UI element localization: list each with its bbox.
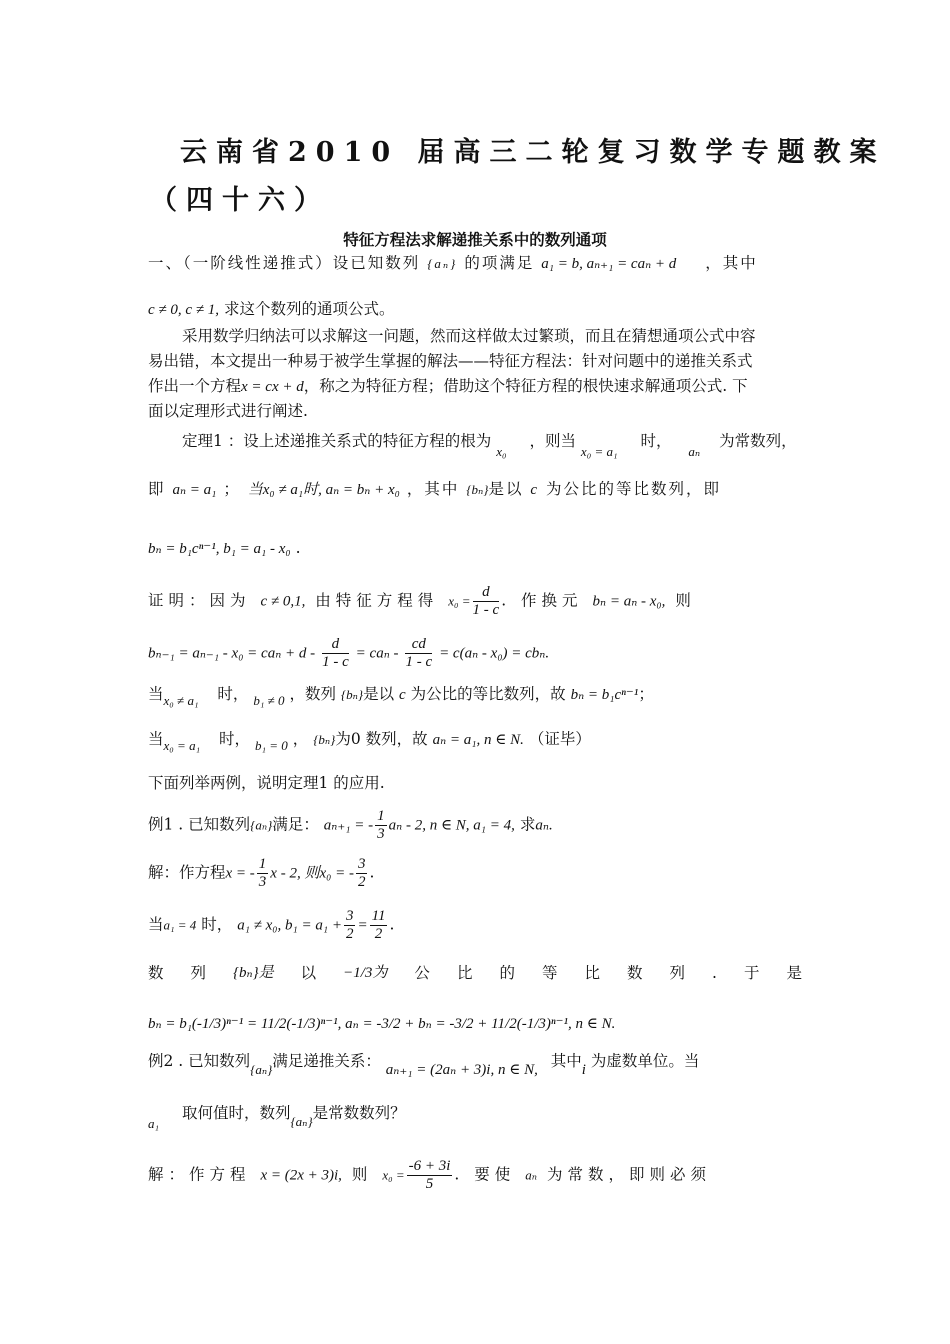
math-a1: a₁ [148,1116,160,1131]
text: 求这个数列的通项公式。 [223,300,395,318]
math-result: aₙ = a₁, n ∈ N. [432,732,524,748]
math-x0: x₀ = [382,1167,405,1183]
math-an: aₙ [688,444,701,459]
text: 于 [743,964,760,982]
text: 是以 [363,685,395,703]
fraction: $\frac{d}{1 - c}$ [472,584,500,618]
fraction: $\frac{1}{3}$ [377,808,385,842]
text: 列 [190,964,207,982]
text: 其中 [550,1052,582,1070]
text: ； [638,685,654,703]
example2-statement [148,1050,802,1078]
math-cond: x₀ = a₁ [163,738,201,753]
math-b1: b₁ = 0 [255,738,288,753]
theorem-line2 [148,478,802,501]
math-x0: x₀ = [448,593,471,609]
fraction: $\frac{1}{3}$ [258,856,267,890]
text: 当 [148,730,164,748]
math-c: c [530,482,540,498]
proof-line2 [148,636,802,671]
text: 定理1 ：设上述递推关系式的特征方程的根为 [182,432,492,450]
math-seq: {aₙ} [250,817,273,833]
text: 取何值时，数列 [181,1104,291,1122]
math-res3: bₙ = b₁cⁿ⁻¹, b₁ = a₁ - x₀ [148,541,291,557]
examples-intro: 下面列举两例，说明定理1 的应用. [148,774,385,792]
text: ，数列 [289,685,336,703]
example2-question [148,1102,802,1131]
proof-case2 [148,728,802,751]
text: （证毕） [528,730,591,748]
text: 求 [519,815,536,834]
math-result: bₙ = b₁cⁿ⁻¹ [570,687,639,703]
text: 时， [201,915,233,934]
math-c: c [399,687,406,703]
math-res2: 当x₀ ≠ a₁时, aₙ = bₙ + x₀ [247,482,400,498]
theorem-line3 [148,537,802,560]
page-title-line2: （四十六） [150,185,330,216]
text: 为0 数列，故 [335,730,428,748]
text: 是常数数列？ [312,1104,406,1122]
page-title-line1: 云南省2010 届高三二轮复习数学专题教案 [180,137,886,168]
text: 是以 [488,480,524,498]
text: {bₙ}是 [233,965,274,981]
math-eq: x = - [225,865,255,882]
text: 为虚数单位。当 [590,1052,700,1070]
text: 满足： [272,815,319,834]
text: 以 [300,964,317,982]
paragraph-line1: 采用数学归纳法可以求解这一问题，然而这样做太过繁琐，而且在猜想通项公式中容 [182,327,756,345]
math-recurrence: aₙ₊₁ = (2aₙ + 3)i, n ∈ N, [385,1062,538,1078]
math-b1: b₁ ≠ 0 [253,693,285,708]
math-condition: c ≠ 0, c ≠ 1, [148,302,220,318]
math-seq: {bₙ} [340,687,364,702]
text: 作出一个方程 [148,377,242,395]
math-cond: x₀ = a₁ [580,444,618,459]
example1-when [148,908,802,943]
text: 当 [148,915,164,934]
text: ，其中 [406,480,460,498]
math-char-eq: x = cx + d [241,379,304,395]
text: 由特征方程得 [315,591,439,610]
text: 解：作方程 [148,863,226,882]
text: 解：作方程 [148,1165,251,1184]
fraction: $\frac{3}{2}$ [357,856,366,890]
text: ； [223,480,241,498]
paragraph-line4: 面以定理形式进行阐述. [148,402,308,420]
section1-line1 [148,252,802,275]
math-cond: a₁ = 4 [163,917,197,933]
math-eq: x - 2, 则x₀ = - [270,865,354,882]
text: 等 [541,964,558,982]
text: ，称之为特征方程；借助这个特征方程的根快速求解通项公式. 下 [303,377,748,395]
math-res1: aₙ = a₁ [172,482,217,498]
text: 数 [148,964,164,982]
example1-statement [148,808,802,843]
example1-final [148,1012,802,1035]
text: 列 [669,964,686,982]
math-seq: {aₙ} [250,1062,273,1077]
theorem-line1 [148,430,802,459]
text: 为公比的等比数列，即 [546,480,722,498]
section1-line2 [148,298,802,321]
text: 时， [640,432,672,450]
text: 则 [675,591,696,610]
math-bn-seq: {bₙ} [466,482,489,497]
text: . 作换元 [501,591,583,610]
text: 比 [456,964,473,982]
math-eq: x = (2x + 3)i, [260,1167,342,1184]
text: 的 [499,964,515,982]
fraction: $\frac{11}{2}$ [371,908,386,942]
text: 是 [786,964,802,982]
example2-solution [148,1158,802,1193]
text: 为常数列， [719,432,797,450]
math-chain: = c(aₙ - x₀) = cbₙ. [439,645,550,662]
text: 数 [627,964,643,982]
math-recurrence: aₙ - 2, n ∈ N, a₁ = 4, [388,817,515,834]
math-i: i [581,1062,586,1078]
text: −1/3为 [343,965,388,981]
text: 即 [148,480,166,498]
fraction: $\frac{3}{2}$ [345,908,354,942]
math-target: aₙ. [535,817,553,834]
math-chain: = caₙ - [355,645,399,662]
section-subtitle: 特征方程法求解递推关系中的数列通项 [343,230,607,249]
math-seq: {bₙ} [313,732,336,747]
text: 例1 . 已知数列 [148,815,251,834]
text: 公 [414,964,430,982]
text: 一、（一阶线性递推式）设已知数列 [148,254,421,272]
paragraph-line3 [148,375,802,398]
text: . [295,539,301,557]
paragraph-line2: 易出错，本文提出一种易于被学生掌握的解法——特征方程法：针对问题中的递推关系式 [148,352,753,370]
math-seq: {aₙ} [427,256,458,271]
text: ， [292,730,309,748]
math-eq: = [357,917,368,934]
text: . [369,863,375,882]
example1-solution [148,856,802,891]
fraction: $\frac{cd}{1 - c}$ [405,636,433,670]
text: . [712,964,717,982]
math-final: bₙ = b₁(-1/3)ⁿ⁻¹ = 11/2(-1/3)ⁿ⁻¹, aₙ = -3/2 + bₙ = -3/2 + 11/2(-1/3)ⁿ⁻¹, n ∈ N. [148,1016,616,1032]
text: . [389,915,395,934]
text: 的项满足 [464,254,535,272]
math-cond: c ≠ 0,1, [260,593,306,610]
math-chain: bₙ₋₁ = aₙ₋₁ - x₀ = caₙ + d - [148,645,316,662]
text: 则 [351,1165,373,1184]
math-seq: {aₙ} [290,1114,313,1129]
text: 满足递推关系： [272,1052,381,1070]
fraction: $\frac{d}{1 - c}$ [322,636,349,670]
math-cond: x₀ ≠ a₁ [163,693,199,708]
math-x0: x₀ [496,444,507,459]
text: ，其中 [705,254,758,272]
text: 时， [217,685,249,703]
math-eq: a₁ ≠ x₀, b₁ = a₁ + [237,917,342,934]
proof-line1 [148,584,802,619]
fraction: $\frac{-6 + 3i}{5}$ [408,1158,451,1192]
math-recurrence: aₙ₊₁ = - [323,817,374,834]
text: 时， [219,730,251,748]
math-recurrence: a₁ = b, aₙ₊₁ = caₙ + d [541,256,677,272]
example1-geo-line [148,962,802,984]
math-an: aₙ [525,1167,537,1183]
text: 为常数，即则必须 [546,1165,711,1184]
proof-case1 [148,683,802,706]
text: 例2 . 已知数列 [148,1052,251,1070]
text: 证明：因为 [148,591,251,610]
math-substitution: bₙ = aₙ - x₀, [592,593,666,610]
text: 当 [148,685,164,703]
text: ，则当 [529,432,576,450]
text: 比 [584,964,600,982]
text: 为公比的等比数列，故 [410,685,566,703]
text: . 要使 [454,1165,516,1184]
